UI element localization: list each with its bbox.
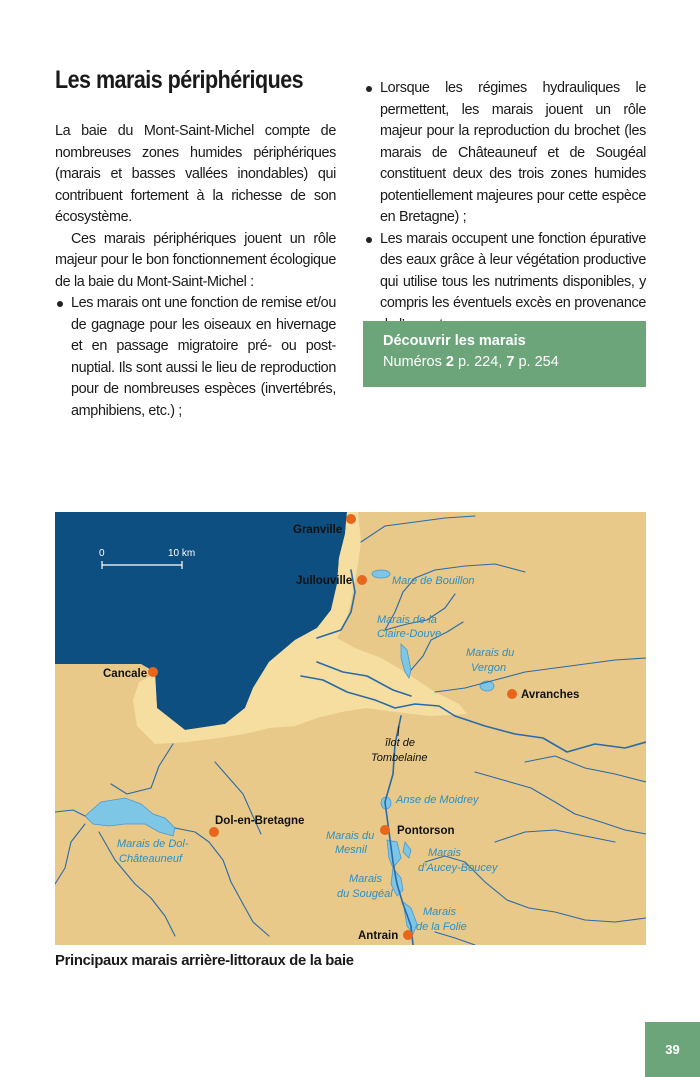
town-label-pontorson: Pontorson [397,825,455,837]
label-claire-douve-2: Claire-Douve [377,628,442,640]
town-label-antrain: Antrain [358,930,399,942]
ref-page-1: p. 224, [453,354,507,370]
label-aucey-1: Marais [428,847,462,859]
refs-prefix: Numéros [383,354,446,370]
town-dot-jullouville [357,575,367,585]
label-vergon-2: Vergon [471,662,507,674]
scale-zero-label: 0 [99,548,105,559]
label-mesnil-1: Marais du [326,830,375,842]
label-folie-1: Marais [423,906,457,918]
town-dot-pontorson [380,825,390,835]
town-label-dol: Dol-en-Bretagne [215,815,305,827]
ref-number-2: 7 [506,354,515,370]
discover-box-title: Découvrir les marais [383,333,526,349]
map-caption: Principaux marais arrière-littoraux de la baie [55,953,354,969]
label-folie-2: de la Folie [416,921,467,933]
town-dot-granville [346,514,356,524]
bullet-remise-gagnage: Les marais ont une fonction de remise et/ou de gagnage pour les oiseaux en hivernage et en passage migratoire pré- ou post-nuptial. Ils sont aussi le lieu de reproduction pour de nombreuses espèces (invertébrés, amphibiens, etc.) ; [55,293,336,422]
bay-marshes-map [55,512,646,945]
label-sougeal-2: du Sougéal [337,888,393,900]
town-dot-dol [209,827,219,837]
town-dot-avranches [507,689,517,699]
town-label-avranches: Avranches [521,689,580,701]
discover-marshes-box [363,321,646,387]
right-column [364,78,646,336]
label-sougeal-1: Marais [349,873,383,885]
label-ilot-1: îlot de [385,737,415,749]
scale-km-label: 10 km [168,548,196,559]
town-label-cancale: Cancale [103,668,148,680]
label-aucey-2: d’Aucey-Boucey [418,862,498,874]
map-svg [55,512,646,945]
label-moidrey: Anse de Moidrey [396,794,479,806]
label-dol-marsh-1: Marais de Dol- [117,838,189,850]
bullet-brochet: Lorsque les régimes hydrauliques le permettent, les marais jouent un rôle majeur pour la reproduction du brochet (les marais de Châteauneuf et de Sougéal constituent deux des trois zones humides potentiellement majeures pour cette espèce en Bretagne) ; [364,78,646,229]
page-number: 39 [645,1022,700,1077]
label-claire-douve-1: Marais de la [377,614,437,626]
bullet-epuration: Les marais occupent une fonction épurative des eaux grâce à leur végétation productive qui utilise tous les nutriments disponibles, y compris les éventuels excès en provenance [364,229,646,337]
page-title: Les marais périphériques [55,66,304,94]
intro-paragraph: La baie du Mont-Saint-Michel compte de nombreuses zones humides périphériques (marais et basses vallées inondables) qui contribuent fortement à la richesse de son écosystème. [55,123,336,225]
label-mesnil-2: Mesnil [335,844,367,856]
town-label-jullouville: Jullouville [296,575,353,587]
ref-page-2: p. 254 [514,354,559,370]
town-dot-cancale [148,667,158,677]
roles-paragraph: Ces marais périphériques jouent un rôle majeur pour le bon fonctionnement écologique de la baie du Mont-Saint-Michel : [55,230,336,290]
roles-list-continued [364,78,646,336]
label-ilot-2: Tombelaine [371,752,428,764]
label-vergon-1: Marais du [466,647,515,659]
discover-box-refs [383,352,626,373]
roles-list [55,293,336,422]
left-column [55,121,336,422]
label-mare-de-bouillon: Mare de Bouillon [392,575,475,587]
mare-de-bouillon [372,570,390,578]
town-label-granville: Granville [293,524,343,536]
label-dol-marsh-2: Châteauneuf [119,853,182,865]
town-dot-antrain [403,930,413,940]
ref-number-1: 2 [445,354,454,370]
